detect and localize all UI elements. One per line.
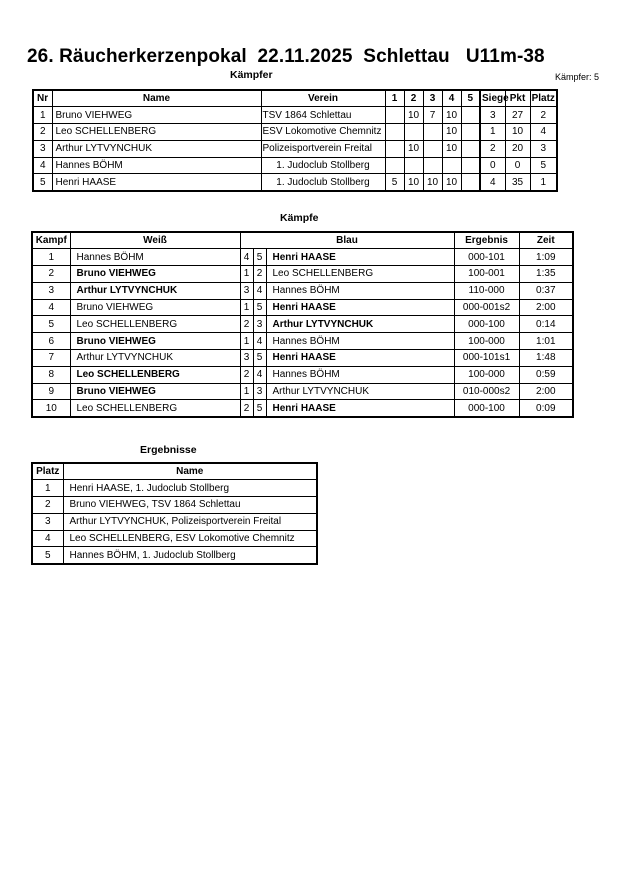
col-wins: Siege <box>480 90 505 107</box>
fight-white-name: Arthur LYTVYNCHUK <box>70 282 240 299</box>
fighter-round-1-score <box>385 157 404 174</box>
fighter-count: Kämpfer: 5 <box>554 72 599 82</box>
fight-blue-name: Hannes BÖHM <box>266 366 454 383</box>
fighters-header-row <box>33 90 557 107</box>
col-round-4: 4 <box>442 90 461 107</box>
fighter-points: 20 <box>505 140 530 157</box>
fighter-round-5-score <box>461 174 480 191</box>
fighter-place: 3 <box>530 140 557 157</box>
fight-white-nr: 1 <box>240 333 253 350</box>
fighter-club: TSV 1864 Schlettau <box>261 107 385 124</box>
result-place: 1 <box>32 480 63 497</box>
fighter-round-3-score: 10 <box>423 174 442 191</box>
fight-time: 1:48 <box>519 350 573 367</box>
fight-blue-name: Henri HAASE <box>266 350 454 367</box>
fight-white-name: Bruno VIEHWEG <box>70 383 240 400</box>
fight-number: 3 <box>32 282 70 299</box>
fight-row <box>32 282 573 299</box>
result-name: Henri HAASE, 1. Judoclub Stollberg <box>63 480 317 497</box>
result-row <box>32 480 317 497</box>
fight-result: 100-000 <box>454 366 519 383</box>
result-row <box>32 513 317 530</box>
fight-white-name: Bruno VIEHWEG <box>70 299 240 316</box>
fighter-name: Bruno VIEHWEG <box>52 107 261 124</box>
fighter-wins: 0 <box>480 157 505 174</box>
result-name: Hannes BÖHM, 1. Judoclub Stollberg <box>63 547 317 564</box>
fight-blue-nr: 5 <box>253 249 266 266</box>
fight-result: 110-000 <box>454 282 519 299</box>
result-name: Leo SCHELLENBERG, ESV Lokomotive Chemnitz <box>63 530 317 547</box>
results-heading: Ergebnisse <box>140 444 197 456</box>
fighter-round-2-score: 10 <box>404 107 423 124</box>
fight-time: 2:00 <box>519 299 573 316</box>
fighter-round-3-score <box>423 157 442 174</box>
fighter-round-1-score <box>385 107 404 124</box>
fight-time: 1:35 <box>519 266 573 283</box>
fight-number: 8 <box>32 366 70 383</box>
fight-blue-name: Arthur LYTVYNCHUK <box>266 383 454 400</box>
fight-time: 2:00 <box>519 383 573 400</box>
fighter-club: Polizeisportverein Freital <box>261 140 385 157</box>
fights-header-row <box>32 232 573 249</box>
fight-blue-name: Leo SCHELLENBERG <box>266 266 454 283</box>
fighter-place: 5 <box>530 157 557 174</box>
fighter-wins: 1 <box>480 124 505 141</box>
fight-white-name: Bruno VIEHWEG <box>70 266 240 283</box>
fighter-round-1-score: 5 <box>385 174 404 191</box>
fight-number: 5 <box>32 316 70 333</box>
col-fight: Kampf <box>32 232 70 249</box>
fighter-points: 0 <box>505 157 530 174</box>
fighter-round-2-score: 10 <box>404 140 423 157</box>
result-row <box>32 530 317 547</box>
col-round-2: 2 <box>404 90 423 107</box>
fight-white-nr: 1 <box>240 383 253 400</box>
fighter-name: Henri HAASE <box>52 174 261 191</box>
results-header-row <box>32 463 317 480</box>
result-place: 4 <box>32 530 63 547</box>
col-club: Verein <box>261 90 385 107</box>
fight-white-name: Arthur LYTVYNCHUK <box>70 350 240 367</box>
fighter-row <box>33 174 557 191</box>
fight-row <box>32 249 573 266</box>
fighter-round-1-score <box>385 140 404 157</box>
fight-white-nr: 1 <box>240 266 253 283</box>
result-name: Bruno VIEHWEG, TSV 1864 Schlettau <box>63 497 317 514</box>
fight-white-nr: 3 <box>240 350 253 367</box>
fighter-row <box>33 157 557 174</box>
fight-white-nr: 3 <box>240 282 253 299</box>
fighter-name: Hannes BÖHM <box>52 157 261 174</box>
result-row <box>32 497 317 514</box>
fight-result: 010-000s2 <box>454 383 519 400</box>
col-points: Pkt <box>505 90 530 107</box>
fight-blue-name: Henri HAASE <box>266 299 454 316</box>
fight-number: 2 <box>32 266 70 283</box>
fight-row <box>32 350 573 367</box>
fight-white-nr: 1 <box>240 299 253 316</box>
fighters-table <box>32 89 558 192</box>
result-name: Arthur LYTVYNCHUK, Polizeisportverein Freital <box>63 513 317 530</box>
fight-result: 000-001s2 <box>454 299 519 316</box>
fight-white-nr: 2 <box>240 400 253 417</box>
fight-blue-nr: 3 <box>253 383 266 400</box>
fight-number: 4 <box>32 299 70 316</box>
fight-white-name: Leo SCHELLENBERG <box>70 316 240 333</box>
result-place: 2 <box>32 497 63 514</box>
fight-blue-name: Henri HAASE <box>266 249 454 266</box>
fight-row <box>32 333 573 350</box>
fight-time: 0:14 <box>519 316 573 333</box>
fight-number: 9 <box>32 383 70 400</box>
fighter-row <box>33 107 557 124</box>
col-results-name: Name <box>63 463 317 480</box>
fight-result: 000-101s1 <box>454 350 519 367</box>
fighter-round-4-score: 10 <box>442 107 461 124</box>
fighter-round-5-score <box>461 124 480 141</box>
col-blue: Blau <box>240 232 454 249</box>
fight-number: 6 <box>32 333 70 350</box>
fighter-round-4-score: 10 <box>442 124 461 141</box>
fighter-nr: 1 <box>33 107 52 124</box>
fighter-round-2-score <box>404 124 423 141</box>
fighter-round-5-score <box>461 140 480 157</box>
fight-result: 100-000 <box>454 333 519 350</box>
fight-blue-nr: 2 <box>253 266 266 283</box>
fight-blue-nr: 4 <box>253 282 266 299</box>
fight-time: 0:09 <box>519 400 573 417</box>
fight-white-nr: 4 <box>240 249 253 266</box>
results-table <box>31 462 318 565</box>
fight-row <box>32 400 573 417</box>
fighter-row <box>33 124 557 141</box>
fighter-round-4-score <box>442 157 461 174</box>
fights-heading: Kämpfe <box>280 212 319 224</box>
fight-row <box>32 266 573 283</box>
fight-blue-nr: 5 <box>253 400 266 417</box>
fighter-round-2-score <box>404 157 423 174</box>
col-name: Name <box>52 90 261 107</box>
col-nr: Nr <box>33 90 52 107</box>
fighter-place: 4 <box>530 124 557 141</box>
fight-white-name: Bruno VIEHWEG <box>70 333 240 350</box>
fighter-round-5-score <box>461 107 480 124</box>
fight-blue-name: Arthur LYTVYNCHUK <box>266 316 454 333</box>
fight-white-nr: 2 <box>240 316 253 333</box>
fighter-round-5-score <box>461 157 480 174</box>
fighter-club: 1. Judoclub Stollberg <box>261 157 385 174</box>
fight-blue-nr: 5 <box>253 350 266 367</box>
fight-white-name: Hannes BÖHM <box>70 249 240 266</box>
fighter-row <box>33 140 557 157</box>
col-place: Platz <box>530 90 557 107</box>
fighter-round-1-score <box>385 124 404 141</box>
fight-blue-name: Henri HAASE <box>266 400 454 417</box>
fighter-round-4-score: 10 <box>442 140 461 157</box>
col-results-place: Platz <box>32 463 63 480</box>
fights-table <box>31 231 574 418</box>
fight-blue-nr: 3 <box>253 316 266 333</box>
fight-time: 0:37 <box>519 282 573 299</box>
col-result: Ergebnis <box>454 232 519 249</box>
fight-time: 0:59 <box>519 366 573 383</box>
page-title: 26. Räucherkerzenpokal 22.11.2025 Schlettau U11m-38 <box>27 46 545 67</box>
fight-time: 1:01 <box>519 333 573 350</box>
col-white: Weiß <box>70 232 240 249</box>
fight-time: 1:09 <box>519 249 573 266</box>
fight-blue-nr: 4 <box>253 366 266 383</box>
fighter-club: ESV Lokomotive Chemnitz <box>261 124 385 141</box>
fight-number: 1 <box>32 249 70 266</box>
fight-result: 000-100 <box>454 316 519 333</box>
fight-row <box>32 299 573 316</box>
fighter-wins: 2 <box>480 140 505 157</box>
result-place: 5 <box>32 547 63 564</box>
fighter-nr: 2 <box>33 124 52 141</box>
fighter-points: 27 <box>505 107 530 124</box>
fight-row <box>32 366 573 383</box>
fighter-name: Leo SCHELLENBERG <box>52 124 261 141</box>
fight-blue-nr: 5 <box>253 299 266 316</box>
fighter-round-4-score: 10 <box>442 174 461 191</box>
fighter-round-2-score: 10 <box>404 174 423 191</box>
fighter-nr: 5 <box>33 174 52 191</box>
fight-number: 10 <box>32 400 70 417</box>
fighter-round-3-score <box>423 124 442 141</box>
fight-white-name: Leo SCHELLENBERG <box>70 400 240 417</box>
fighter-wins: 3 <box>480 107 505 124</box>
fight-row <box>32 316 573 333</box>
fighter-name: Arthur LYTVYNCHUK <box>52 140 261 157</box>
result-place: 3 <box>32 513 63 530</box>
fighter-place: 2 <box>530 107 557 124</box>
fight-white-nr: 2 <box>240 366 253 383</box>
col-round-1: 1 <box>385 90 404 107</box>
fighter-points: 10 <box>505 124 530 141</box>
col-round-5: 5 <box>461 90 480 107</box>
fight-white-name: Leo SCHELLENBERG <box>70 366 240 383</box>
fighter-points: 35 <box>505 174 530 191</box>
fighter-round-3-score <box>423 140 442 157</box>
result-row <box>32 547 317 564</box>
fight-number: 7 <box>32 350 70 367</box>
col-time: Zeit <box>519 232 573 249</box>
fight-result: 000-100 <box>454 400 519 417</box>
fight-result: 100-001 <box>454 266 519 283</box>
fight-row <box>32 383 573 400</box>
fighter-wins: 4 <box>480 174 505 191</box>
fight-blue-nr: 4 <box>253 333 266 350</box>
fighters-heading: Kämpfer <box>230 69 273 81</box>
col-round-3: 3 <box>423 90 442 107</box>
fighter-nr: 4 <box>33 157 52 174</box>
fighter-nr: 3 <box>33 140 52 157</box>
fighter-club: 1. Judoclub Stollberg <box>261 174 385 191</box>
fighter-round-3-score: 7 <box>423 107 442 124</box>
fighter-place: 1 <box>530 174 557 191</box>
fight-blue-name: Hannes BÖHM <box>266 282 454 299</box>
fight-result: 000-101 <box>454 249 519 266</box>
fight-blue-name: Hannes BÖHM <box>266 333 454 350</box>
